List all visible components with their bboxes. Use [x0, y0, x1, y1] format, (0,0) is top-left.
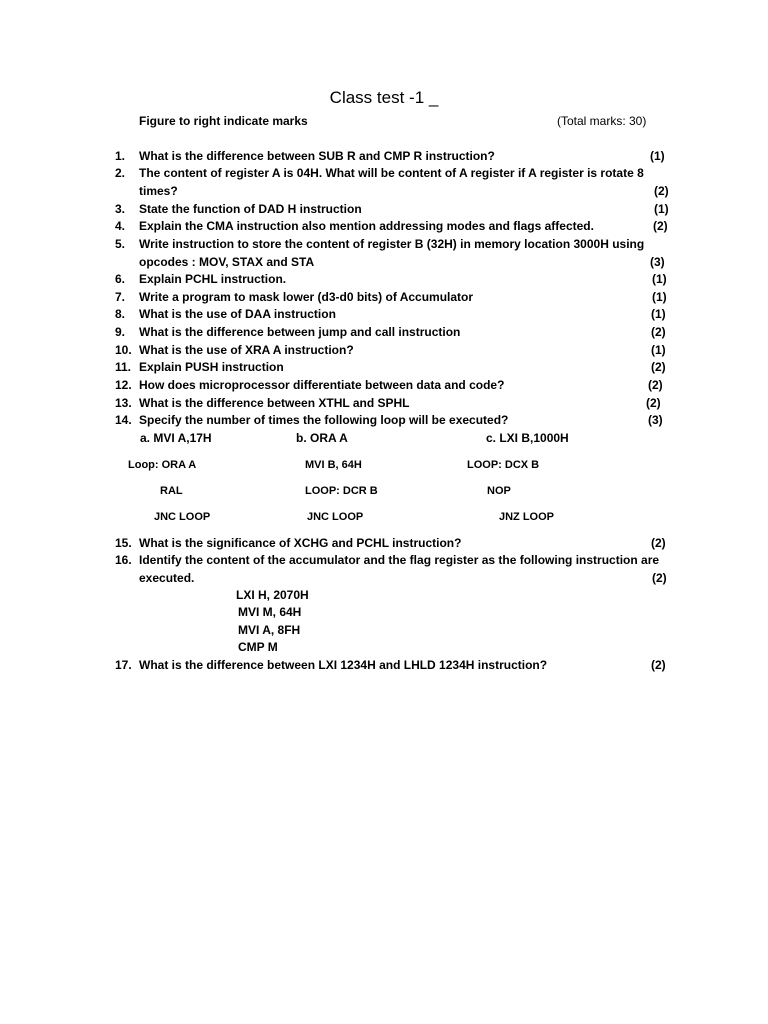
- question-text: executed.: [139, 571, 195, 585]
- question-marks: (2): [652, 571, 667, 585]
- question-text: Explain PUSH instruction: [139, 360, 284, 374]
- q16-code-line-1: LXI H, 2070H: [236, 588, 309, 602]
- question-marks: (3): [650, 255, 665, 269]
- question-number: 14.: [115, 413, 132, 427]
- question-number: 4.: [115, 219, 126, 233]
- question-marks: (2): [653, 219, 668, 233]
- question-marks: (2): [654, 184, 669, 198]
- q14-code-b-3: JNC LOOP: [307, 511, 364, 523]
- question-number: 11.: [115, 360, 132, 374]
- question-text: How does microprocessor differentiate between data and code?: [139, 378, 505, 392]
- question-13: [115, 395, 675, 412]
- question-14: [115, 412, 675, 429]
- question-text: What is the difference between LXI 1234H and LHLD 1234H instruction?: [139, 658, 548, 672]
- question-marks: (1): [654, 202, 669, 216]
- q14-code-c-3: JNZ LOOP: [499, 511, 555, 523]
- question-marks: (2): [651, 658, 666, 672]
- question-text: What is the difference between jump and call instruction: [139, 325, 461, 339]
- question-marks: (2): [646, 396, 661, 410]
- question-marks: (2): [648, 378, 663, 392]
- question-text: Explain the CMA instruction also mention addressing modes and flags affected.: [139, 219, 594, 233]
- question-2: [115, 165, 675, 199]
- question-marks: (1): [651, 343, 666, 357]
- question-text: Write a program to mask lower (d3-d0 bits) of Accumulator: [139, 290, 474, 304]
- question-number: 7.: [115, 290, 126, 304]
- instructions: Figure to right indicate marks: [139, 114, 308, 128]
- question-text: Specify the number of times the following loop will be executed?: [139, 413, 509, 427]
- question-text: What is the difference between SUB R and CMP R instruction?: [139, 149, 495, 163]
- question-number: 3.: [115, 202, 126, 216]
- question-11: [115, 359, 675, 376]
- question-text: What is the significance of XCHG and PCHL instruction?: [139, 536, 462, 550]
- question-text: What is the use of DAA instruction: [139, 307, 336, 321]
- question-number: 6.: [115, 272, 126, 286]
- question-number: 2.: [115, 166, 126, 180]
- question-8: [115, 306, 675, 323]
- question-text: times?: [139, 184, 178, 198]
- question-5: [115, 236, 675, 270]
- question-marks: (3): [648, 413, 663, 427]
- question-1: [115, 148, 675, 165]
- question-4: [115, 218, 675, 235]
- question-number: 1.: [115, 149, 126, 163]
- q14-option-c: c. LXI B,1000H: [486, 431, 569, 445]
- question-number: 13.: [115, 396, 132, 410]
- q14-code-b-1: MVI B, 64H: [305, 459, 362, 471]
- question-text: State the function of DAD H instruction: [139, 202, 362, 216]
- question-7: [115, 289, 675, 306]
- question-number: 10.: [115, 343, 132, 357]
- question-number: 17.: [115, 658, 132, 672]
- question-3: [115, 201, 675, 218]
- question-marks: (1): [651, 307, 666, 321]
- question-marks: (1): [652, 272, 667, 286]
- q14-code-a-3: JNC LOOP: [154, 511, 211, 523]
- question-12: [115, 377, 675, 394]
- q14-code-b-2: LOOP: DCR B: [305, 485, 378, 497]
- question-text: Explain PCHL instruction.: [139, 272, 287, 286]
- question-text: Write instruction to store the content of register B (32H) in memory location 3000H using: [139, 237, 645, 251]
- question-text: What is the difference between XTHL and SPHL: [139, 396, 410, 410]
- question-number: 15.: [115, 536, 132, 550]
- q16-code-line-3: MVI A, 8FH: [238, 623, 301, 637]
- question-6: [115, 271, 675, 288]
- question-15: [115, 535, 675, 552]
- question-number: 9.: [115, 325, 126, 339]
- q14-code-c-1: LOOP: DCX B: [467, 459, 540, 471]
- question-text: Identify the content of the accumulator and the flag register as the following instruction are: [139, 553, 660, 567]
- question-marks: (1): [650, 149, 665, 163]
- question-text: opcodes : MOV, STAX and STA: [139, 255, 315, 269]
- question-number: 12.: [115, 378, 132, 392]
- q14-code-a-1: Loop: ORA A: [128, 459, 197, 471]
- q14-option-b: b. ORA A: [296, 431, 348, 445]
- question-17: [115, 657, 675, 674]
- q14-option-a: a. MVI A,17H: [140, 431, 212, 445]
- q16-code-line-4: CMP M: [238, 640, 278, 654]
- question-9: [115, 324, 675, 341]
- question-text: What is the use of XRA A instruction?: [139, 343, 354, 357]
- q14-code-c-2: NOP: [487, 485, 511, 497]
- page-title: Class test -1 _: [329, 88, 439, 107]
- question-16: [115, 552, 675, 586]
- question-marks: (1): [652, 290, 667, 304]
- question-10: [115, 342, 675, 359]
- question-number: 5.: [115, 237, 126, 251]
- question-marks: (2): [651, 325, 666, 339]
- question-text: The content of register A is 04H. What will be content of A register if A register is rotate 8: [139, 166, 644, 180]
- q14-code-a-2: RAL: [160, 485, 183, 497]
- question-number: 8.: [115, 307, 126, 321]
- question-marks: (2): [651, 360, 666, 374]
- total-marks: (Total marks: 30): [557, 114, 647, 128]
- q16-code-line-2: MVI M, 64H: [238, 605, 302, 619]
- question-marks: (2): [651, 536, 666, 550]
- question-number: 16.: [115, 553, 132, 567]
